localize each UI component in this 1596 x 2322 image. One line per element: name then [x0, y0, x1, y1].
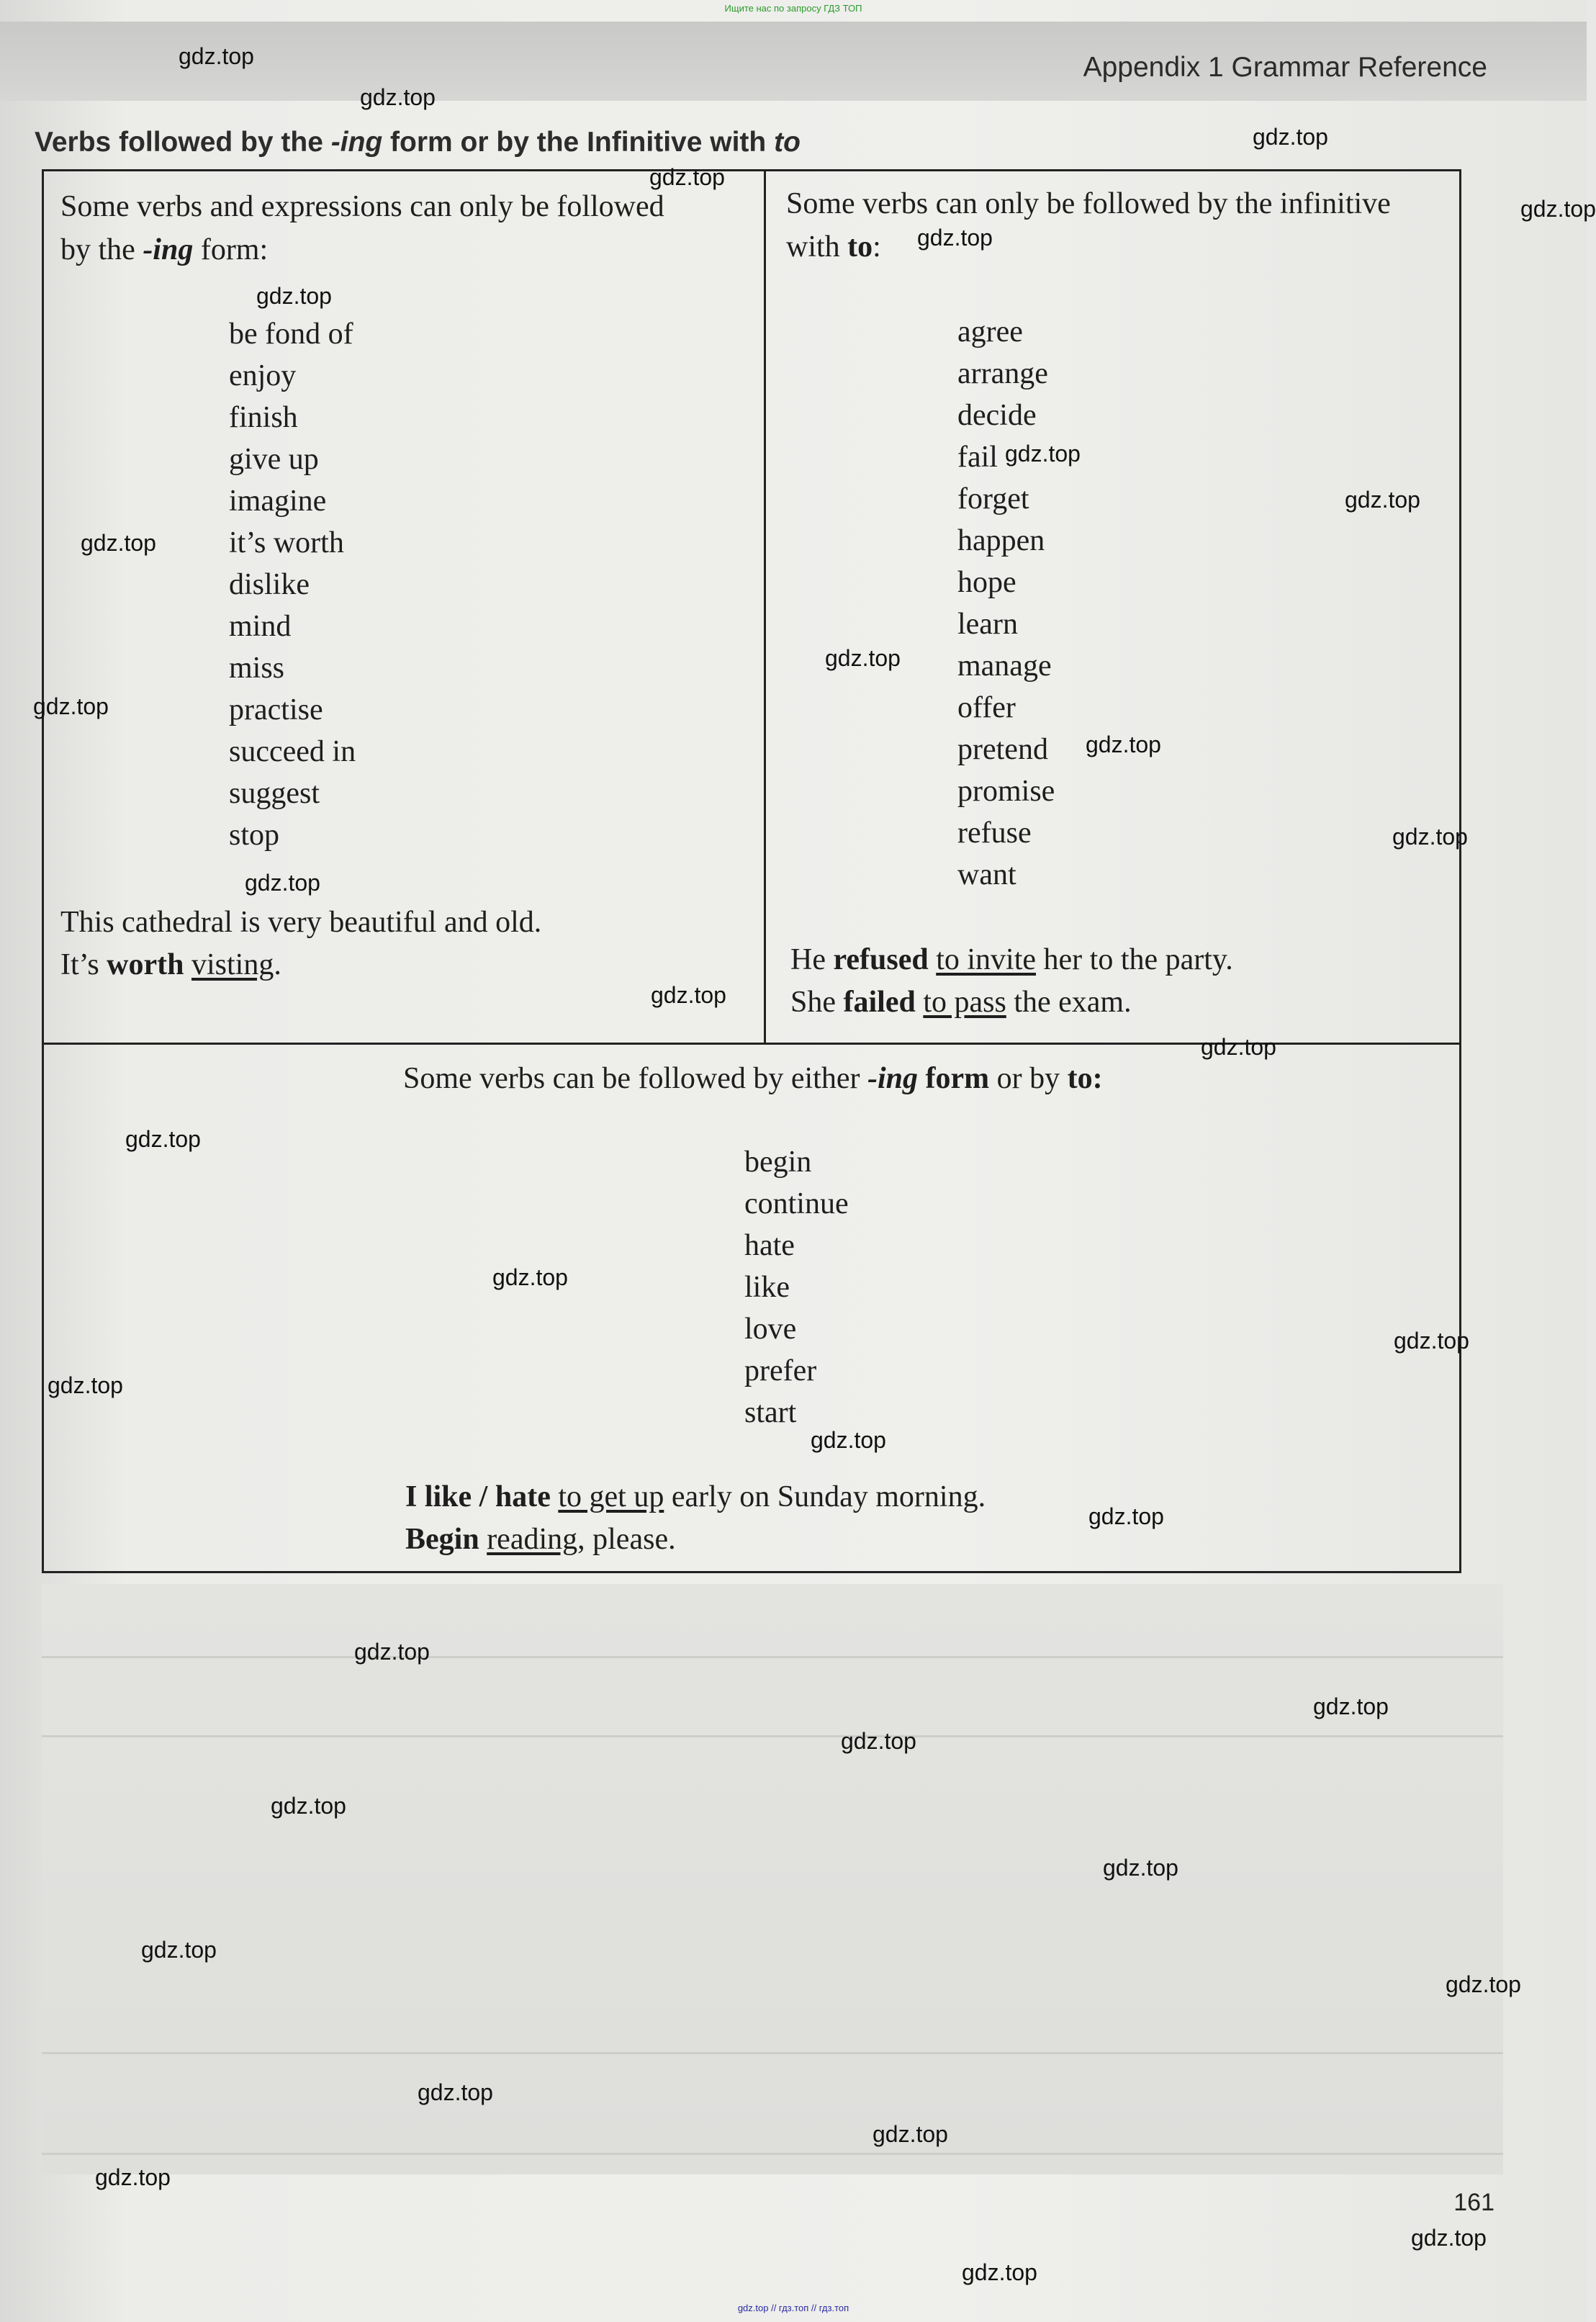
watermark: gdz.top — [360, 84, 436, 110]
to-intro-text: : — [873, 230, 881, 264]
watermark: gdz.top — [245, 870, 320, 896]
ing-verb: mind — [229, 610, 292, 643]
to-example-2 — [790, 984, 1132, 1020]
either-intro — [403, 1061, 1103, 1097]
to-verb: manage — [957, 649, 1052, 683]
watermark: gdz.top — [354, 1639, 430, 1665]
watermark: gdz.top — [95, 2164, 171, 2190]
either-example-bold: Begin — [405, 1523, 479, 1556]
watermark: gdz.top — [651, 982, 726, 1008]
to-verb: pretend — [957, 733, 1048, 766]
ing-intro-line2 — [60, 232, 268, 268]
to-verb: fail — [957, 441, 998, 474]
either-example-text — [479, 1523, 487, 1556]
faded-rule — [42, 2052, 1503, 2054]
watermark: gdz.top — [649, 164, 725, 190]
to-example-text — [916, 986, 924, 1019]
to-verb: want — [957, 858, 1016, 891]
ing-example-underline: visting — [191, 948, 274, 981]
to-verb: promise — [957, 775, 1055, 808]
watermark: gdz.top — [917, 225, 993, 251]
to-verb: arrange — [957, 357, 1048, 390]
watermark: gdz.top — [1345, 487, 1420, 513]
either-example-1 — [405, 1479, 986, 1515]
watermark: gdz.top — [1446, 1971, 1521, 1997]
either-intro-text: Some verbs can be followed by either — [403, 1062, 867, 1095]
either-example-bold: I like / hate — [405, 1480, 551, 1513]
either-intro-ing: -ing — [867, 1062, 918, 1095]
ing-example-2 — [60, 947, 281, 983]
to-intro-text: with — [786, 230, 848, 264]
section-title-to: to — [774, 127, 801, 158]
ing-verb: suggest — [229, 777, 320, 810]
ing-verb: miss — [229, 652, 285, 685]
watermark: gdz.top — [1103, 1855, 1178, 1881]
to-example-1 — [790, 942, 1233, 978]
watermark: gdz.top — [141, 1937, 217, 1963]
either-verb: begin — [744, 1146, 812, 1179]
either-example-text — [551, 1480, 559, 1513]
watermark: gdz.top — [271, 1793, 346, 1819]
watermark: gdz.top — [256, 283, 332, 309]
ing-verb: succeed in — [229, 735, 356, 768]
either-example-underline: reading — [487, 1523, 578, 1556]
ing-verb: it’s worth — [229, 526, 344, 559]
top-banner[interactable]: Ищите нас по запросу ГДЗ ТОП — [724, 3, 862, 14]
ing-intro-text: by the — [60, 233, 143, 266]
to-verb: decide — [957, 399, 1037, 432]
either-intro-to: to: — [1067, 1062, 1103, 1095]
to-verb: happen — [957, 524, 1045, 557]
appendix-title: Appendix 1 Grammar Reference — [1083, 52, 1487, 83]
watermark: gdz.top — [962, 2259, 1037, 2285]
bottom-banner[interactable]: gdz.top // гдз.топ // гдз.топ — [737, 2303, 849, 2313]
to-verb: forget — [957, 482, 1029, 516]
to-example-underline: to invite — [936, 943, 1037, 976]
watermark: gdz.top — [418, 2079, 493, 2105]
ing-verb: give up — [229, 443, 319, 476]
to-example-bold: refused — [833, 943, 929, 976]
watermark: gdz.top — [179, 43, 254, 69]
ing-example-text — [184, 948, 192, 981]
watermark: gdz.top — [48, 1372, 123, 1398]
ing-verb: practise — [229, 693, 323, 726]
faded-rule — [42, 1735, 1503, 1737]
watermark: gdz.top — [1392, 824, 1468, 850]
to-example-text: the exam. — [1006, 986, 1132, 1019]
ing-example-bold: worth — [107, 948, 184, 981]
ing-verb: imagine — [229, 485, 327, 518]
ing-intro-text: form: — [193, 233, 269, 266]
watermark: gdz.top — [1411, 2225, 1487, 2251]
to-intro-line1: Some verbs can only be followed by the infinitive — [786, 187, 1391, 220]
table-column-divider — [764, 169, 766, 1044]
watermark: gdz.top — [33, 693, 109, 719]
either-verb: love — [744, 1313, 797, 1346]
to-intro-bold: to — [847, 230, 873, 264]
to-verb: learn — [957, 608, 1018, 641]
watermark: gdz.top — [125, 1126, 201, 1152]
either-verb: hate — [744, 1229, 795, 1262]
ing-intro-ing: -ing — [143, 233, 194, 266]
section-title — [35, 127, 801, 158]
either-intro-text: or by — [989, 1062, 1068, 1095]
either-example-text: , please. — [577, 1523, 676, 1556]
either-example-2 — [405, 1521, 676, 1557]
section-title-part: Verbs followed by the — [35, 127, 331, 158]
ing-example-1: This cathedral is very beautiful and old. — [60, 906, 542, 939]
to-intro-line2 — [786, 229, 881, 265]
section-title-ing: -ing — [330, 127, 383, 158]
watermark: gdz.top — [811, 1427, 886, 1453]
section-title-part: form or by the Infinitive with — [382, 127, 775, 158]
watermark: gdz.top — [1253, 124, 1328, 150]
watermark: gdz.top — [825, 645, 901, 671]
page-number: 161 — [1453, 2189, 1494, 2216]
faded-rule — [42, 2153, 1503, 2155]
either-example-text: early on Sunday morning. — [664, 1480, 986, 1513]
ing-verb: enjoy — [229, 359, 297, 392]
to-example-text: He — [790, 943, 834, 976]
either-intro-form: form — [918, 1062, 990, 1095]
watermark: gdz.top — [1394, 1328, 1469, 1354]
watermark: gdz.top — [873, 2121, 948, 2147]
to-verb: agree — [957, 315, 1023, 348]
to-verb: refuse — [957, 816, 1032, 850]
either-example-underline: to get up — [558, 1480, 664, 1513]
watermark: gdz.top — [841, 1728, 916, 1754]
ing-intro-line1: Some verbs and expressions can only be followed — [60, 190, 664, 223]
either-verb: start — [744, 1396, 797, 1429]
watermark: gdz.top — [1201, 1034, 1276, 1060]
watermark: gdz.top — [492, 1264, 568, 1290]
watermark: gdz.top — [81, 530, 156, 556]
watermark: gdz.top — [1313, 1693, 1389, 1719]
either-verb: continue — [744, 1187, 849, 1220]
ing-example-text: It’s — [60, 948, 107, 981]
to-verb: offer — [957, 691, 1016, 724]
watermark: gdz.top — [1005, 441, 1081, 467]
ing-verb: be fond of — [229, 318, 353, 351]
to-example-text — [929, 943, 937, 976]
ing-verb: finish — [229, 401, 298, 434]
to-example-text: She — [790, 986, 844, 1019]
watermark: gdz.top — [1088, 1503, 1164, 1529]
to-example-underline: to pass — [923, 986, 1006, 1019]
watermark: gdz.top — [1086, 732, 1161, 757]
watermark: gdz.top — [1520, 196, 1596, 222]
either-verb: prefer — [744, 1354, 817, 1387]
ing-verb: dislike — [229, 568, 310, 601]
to-verb: hope — [957, 566, 1016, 599]
to-example-text: her to the party. — [1036, 943, 1233, 976]
faded-rule — [42, 1656, 1503, 1658]
either-verb: like — [744, 1271, 790, 1304]
to-example-bold: failed — [843, 986, 916, 1019]
ing-verb: stop — [229, 819, 280, 852]
ing-example-text: . — [274, 948, 281, 981]
faded-background-area — [42, 1584, 1503, 2174]
